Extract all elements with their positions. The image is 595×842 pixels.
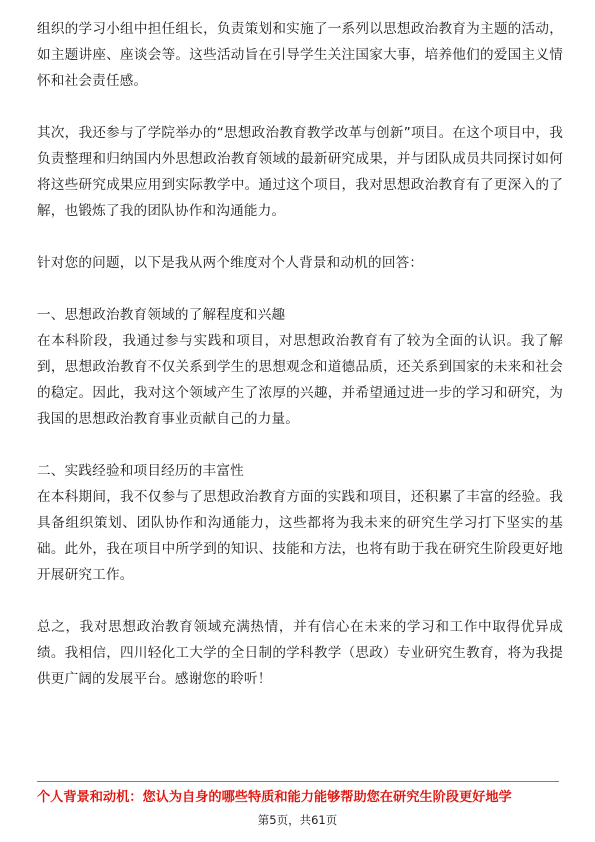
section-text-experience: 在本科期间，我不仅参与了思想政治教育方面的实践和项目，还积累了丰富的经验。我具备组织策划、团队协作和沟通能力，这些都将为我未来的研究生学习打下坚实的基础。此外，我在项目中所学到的知识、技能和方法，也将有助于我在研究生阶段更好地开展研究工作。	[37, 489, 563, 583]
page-number: 第5页，共61页	[257, 813, 338, 827]
paragraph-spacer	[37, 588, 563, 614]
footer-divider	[37, 781, 559, 782]
paragraph-intro: 针对您的问题，以下是我从两个维度对个人背景和动机的回答：	[37, 255, 424, 271]
section-text-understanding: 在本科阶段，我通过参与实践和项目，对思想政治教育有了较为全面的认识。我了解到，思想政治教育不仅关系到学生的思想观念和道德品质，还关系到国家的未来和社会的稳定。因此，我对这个领域产生了浓厚的兴趣，并希望通过进一步的学习和研究，为我国的思想政治教育事业贡献自己的力量。	[37, 333, 563, 427]
document-body	[37, 16, 563, 692]
paragraph-spacer	[37, 94, 563, 120]
paragraph-project: 其次，我还参与了学院举办的“思想政治教育教学改革与创新”项目。在这个项目中，我负责整理和归纳国内外思想政治教育领域的最新研究成果，并与团队成员共同探讨如何将这些研究成果应用到实际教学中。通过这个项目，我对思想政治教育有了更深入的了解，也锻炼了我的团队协作和沟通能力。	[37, 125, 563, 219]
paragraph-spacer	[37, 432, 563, 458]
section-heading-experience: 二、实践经验和项目经历的丰富性	[37, 463, 244, 479]
paragraph-study-group: 组织的学习小组中担任组长，负责策划和实施了一系列以思想政治教育为主题的活动，如主题讲座、座谈会等。这些活动旨在引导学生关注国家大事，培养他们的爱国主义情怀和社会责任感。	[37, 21, 563, 89]
paragraph-spacer	[37, 224, 563, 250]
paragraph-spacer	[37, 276, 563, 302]
section-heading-understanding: 一、思想政治教育领域的了解程度和兴趣	[37, 307, 286, 323]
footer-question-heading: 个人背景和动机：您认为自身的哪些特质和能力能够帮助您在研究生阶段更好地学	[37, 790, 512, 805]
paragraph-conclusion: 总之，我对思想政治教育领域充满热情，并有信心在未来的学习和工作中取得优异成绩。我相信，四川轻化工大学的全日制的学科教学（思政）专业研究生教育，将为我提供更广阔的发展平台。感谢您的聆听！	[37, 619, 563, 687]
